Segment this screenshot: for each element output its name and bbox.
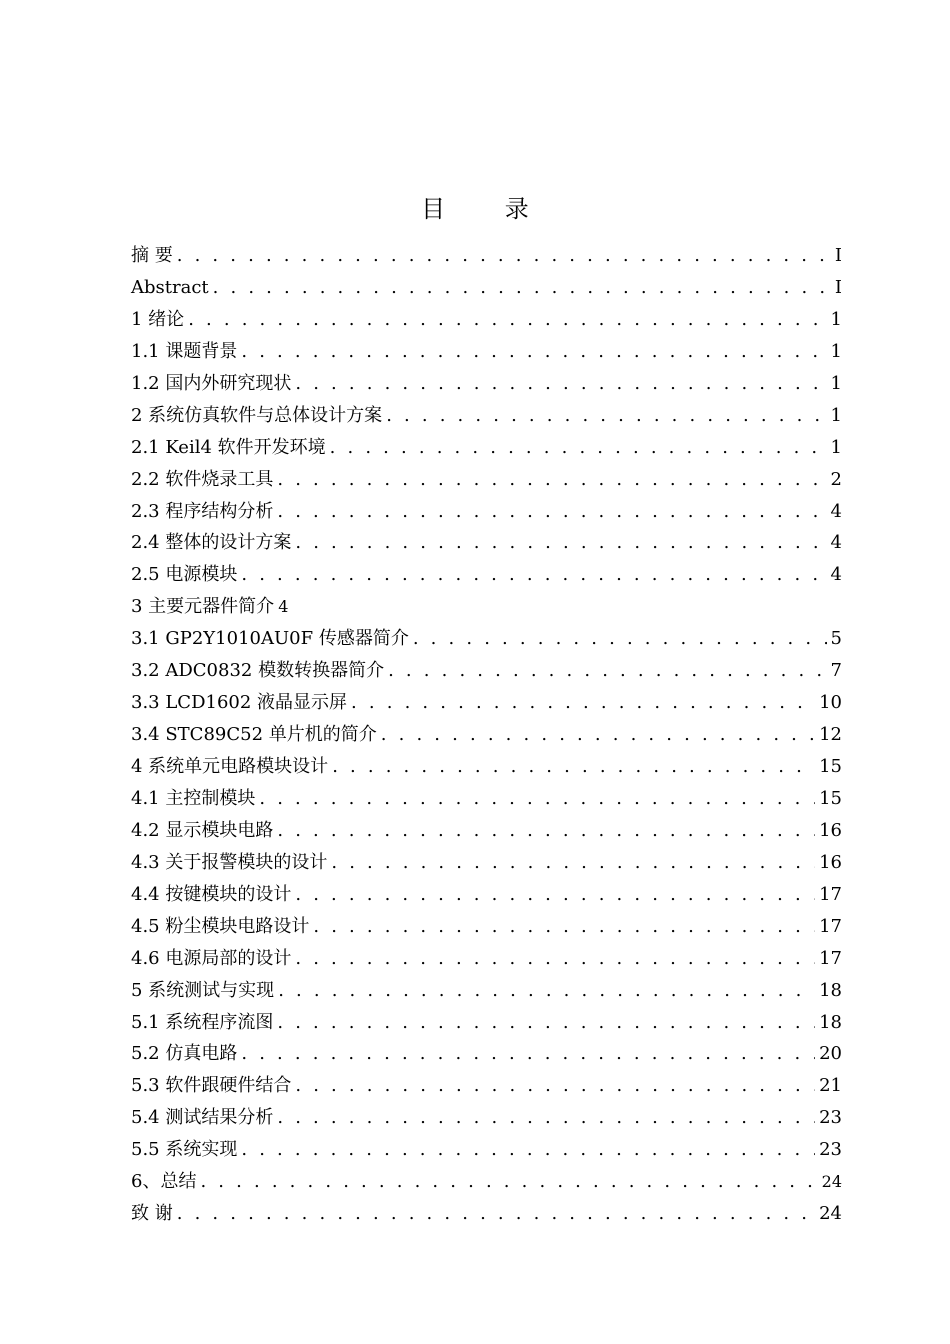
toc-entry-page: 12 <box>819 724 842 746</box>
toc-entry[interactable] <box>131 496 842 528</box>
toc-entry-label: 4 系统单元电路模块设计 <box>131 756 329 777</box>
toc-title: 目 录 <box>421 195 555 223</box>
toc-entry-label: 1.1 课题背景 <box>131 340 238 362</box>
toc-entry-label: 5.3 软件跟硬件结合 <box>131 1075 292 1097</box>
toc-entry-label: 2.3 程序结构分析 <box>131 500 274 522</box>
toc-entry-label: 4.6 电源局部的设计 <box>131 947 292 969</box>
toc-leader-dots <box>213 272 831 304</box>
toc-entry[interactable] <box>131 1166 842 1198</box>
toc-entry-label: 5.4 测试结果分析 <box>131 1107 274 1129</box>
toc-entry-page: 2 <box>830 468 842 490</box>
toc-entry[interactable] <box>131 911 842 943</box>
toc-entry-page: 1 <box>830 340 842 362</box>
toc-entry-page: 1 <box>830 404 842 426</box>
toc-entry-page: 24 <box>821 1172 842 1192</box>
toc-leader-dots <box>177 240 831 272</box>
toc-entry[interactable] <box>131 432 842 464</box>
toc-entry-label: 4.4 按键模块的设计 <box>131 883 292 905</box>
toc-entry-page: 7 <box>830 660 842 682</box>
toc-entry[interactable] <box>131 1070 842 1102</box>
toc-entry-page: 20 <box>819 1043 842 1065</box>
toc-leader-dots <box>331 847 815 879</box>
toc-entry-page: 16 <box>819 819 842 841</box>
toc-entry-label: 6、总结 <box>131 1171 197 1193</box>
toc-entry-page: 24 <box>819 1203 842 1225</box>
toc-entry[interactable] <box>131 751 842 783</box>
toc-entry-label: 3.1 GP2Y1010AU0F 传感器简介 <box>131 628 409 650</box>
toc-entry[interactable] <box>131 1102 842 1134</box>
toc-entry[interactable] <box>131 847 842 879</box>
toc-leader-dots <box>241 1134 815 1166</box>
toc-entry-page: 23 <box>819 1107 842 1129</box>
toc-leader-dots <box>295 527 826 559</box>
toc-entry-page: 1 <box>830 436 842 458</box>
toc-entry[interactable] <box>131 1038 842 1070</box>
toc-leader-dots <box>295 943 815 975</box>
toc-leader-dots <box>386 400 826 432</box>
toc-entry[interactable] <box>131 464 842 496</box>
toc-entry-page: 4 <box>830 564 842 586</box>
toc-leader-dots <box>241 336 826 368</box>
toc-entry-page: 16 <box>819 851 842 873</box>
toc-leader-dots <box>295 368 826 400</box>
toc-entry-label: 3.2 ADC0832 模数转换器简介 <box>131 660 385 682</box>
toc-entry-label: 4.2 显示模块电路 <box>131 819 274 841</box>
toc-entry-label: 3.3 LCD1602 液晶显示屏 <box>131 692 348 714</box>
toc-entry[interactable] <box>131 879 842 911</box>
toc-entry-label: 4.3 关于报警模块的设计 <box>131 851 328 873</box>
toc-leader-dots <box>330 432 827 464</box>
toc-entry-page: I <box>834 245 842 266</box>
toc-entry-label: 4.1 主控制模块 <box>131 787 256 809</box>
toc-entry[interactable] <box>131 240 842 272</box>
toc-entry-label: 3.4 STC89C52 单片机的简介 <box>131 724 377 746</box>
toc-leader-dots <box>381 719 815 751</box>
toc-entry[interactable] <box>131 815 842 847</box>
toc-entry-page: 17 <box>819 883 842 905</box>
toc-entry-page: 5 <box>830 628 842 650</box>
toc-list <box>131 240 842 1230</box>
toc-entry-label: Abstract <box>131 276 209 298</box>
toc-entry[interactable] <box>131 1007 842 1039</box>
toc-entry[interactable] <box>131 655 842 687</box>
toc-entry[interactable] <box>131 1134 842 1166</box>
toc-leader-dots <box>295 879 815 911</box>
toc-entry[interactable] <box>131 719 842 751</box>
toc-leader-dots <box>277 815 815 847</box>
toc-entry-label: 4.5 粉尘模块电路设计 <box>131 915 310 937</box>
toc-leader-dots <box>241 559 826 591</box>
toc-entry[interactable] <box>131 1198 842 1230</box>
toc-entry-page: 23 <box>819 1139 842 1161</box>
toc-leader-dots <box>277 496 826 528</box>
toc-entry-label: 5.5 系统实现 <box>131 1139 238 1161</box>
toc-entry-label: 2.4 整体的设计方案 <box>131 532 292 554</box>
toc-entry-label: 1.2 国内外研究现状 <box>131 372 292 394</box>
toc-entry[interactable] <box>131 304 842 336</box>
toc-leader-dots <box>259 783 815 815</box>
toc-entry-page: 15 <box>819 756 842 777</box>
toc-entry-page: 18 <box>819 1011 842 1033</box>
toc-entry[interactable] <box>131 272 842 304</box>
toc-leader-dots <box>241 1038 815 1070</box>
toc-entry[interactable] <box>131 591 842 623</box>
toc-entry-page: 1 <box>830 308 842 330</box>
toc-entry[interactable] <box>131 623 842 655</box>
toc-leader-dots <box>277 1007 815 1039</box>
toc-leader-dots <box>188 304 826 336</box>
toc-entry-label: 5 系统测试与实现 <box>131 979 275 1001</box>
toc-entry-label: 3 主要元器件简介 <box>131 596 275 618</box>
toc-entry-page: 18 <box>819 979 842 1001</box>
toc-leader-dots <box>388 655 826 687</box>
toc-entry-label: 摘 要 <box>131 245 173 266</box>
toc-leader-dots <box>277 464 826 496</box>
toc-entry-page: 17 <box>819 915 842 937</box>
toc-entry-page: 4 <box>278 597 289 617</box>
toc-entry-page: 15 <box>819 787 842 809</box>
toc-leader-dots <box>295 1070 815 1102</box>
toc-entry[interactable] <box>131 943 842 975</box>
toc-entry-page: 10 <box>819 692 842 714</box>
toc-entry-label: 2.1 Keil4 软件开发环境 <box>131 436 326 458</box>
toc-leader-dots <box>351 687 815 719</box>
toc-entry[interactable] <box>131 400 842 432</box>
toc-entry[interactable] <box>131 336 842 368</box>
toc-entry-label: 2.2 软件烧录工具 <box>131 468 274 490</box>
toc-entry-page: I <box>834 276 842 298</box>
toc-entry[interactable] <box>131 783 842 815</box>
toc-entry-label: 5.1 系统程序流图 <box>131 1011 274 1033</box>
toc-leader-dots <box>278 975 815 1007</box>
toc-entry-page: 4 <box>830 500 842 522</box>
toc-entry[interactable] <box>131 975 842 1007</box>
toc-leader-dots <box>332 751 815 783</box>
toc-entry[interactable] <box>131 559 842 591</box>
toc-entry-page: 17 <box>819 947 842 969</box>
toc-leader-dots <box>177 1198 815 1230</box>
toc-entry-page: 1 <box>830 372 842 394</box>
toc-entry[interactable] <box>131 368 842 400</box>
toc-entry-page: 21 <box>819 1075 842 1097</box>
toc-leader-dots <box>200 1166 817 1198</box>
toc-entry-label: 2 系统仿真软件与总体设计方案 <box>131 404 383 426</box>
toc-entry-label: 2.5 电源模块 <box>131 564 238 586</box>
toc-entry[interactable] <box>131 527 842 559</box>
toc-entry-label: 1 绪论 <box>131 308 185 330</box>
toc-entry-label: 致 谢 <box>131 1203 173 1225</box>
toc-entry-label: 5.2 仿真电路 <box>131 1043 238 1065</box>
toc-leader-dots <box>413 623 827 655</box>
toc-entry-page: 4 <box>830 532 842 554</box>
toc-leader-dots <box>313 911 815 943</box>
toc-entry[interactable] <box>131 687 842 719</box>
toc-leader-dots <box>277 1102 815 1134</box>
